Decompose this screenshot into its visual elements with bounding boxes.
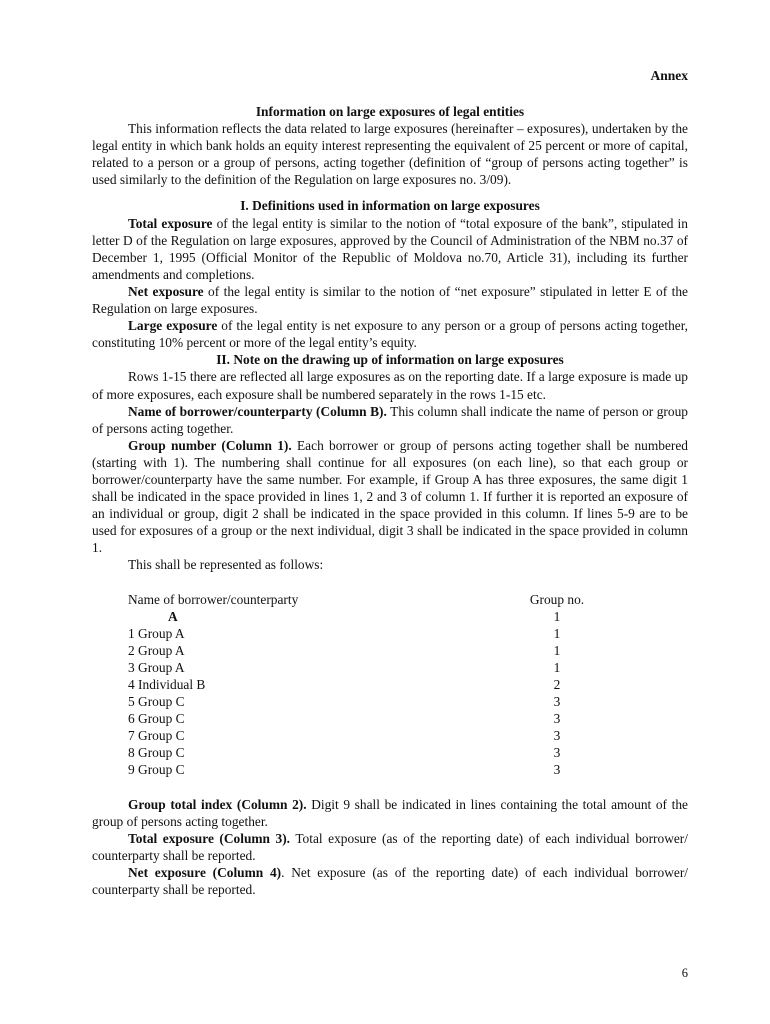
borrower-name-cell: 1 Group A: [128, 625, 185, 641]
column-code: 1: [553, 608, 561, 624]
definition-text: of the legal entity is net exposure to any person or a group of persons acting together, constituting 10% percent or more of the legal entity’s equity.: [92, 318, 688, 351]
column-b-paragraph: [92, 403, 688, 437]
column-4-paragraph: [92, 864, 688, 898]
annex-label: Annex: [650, 68, 688, 83]
term: Name of borrower/counterparty (Column B).: [128, 403, 387, 419]
term: Group number (Column 1).: [128, 437, 292, 453]
column-3-paragraph: [92, 830, 688, 864]
definition-text: This column shall indicate the name of person or group of persons acting together.: [92, 403, 688, 436]
term: Large exposure: [128, 318, 218, 334]
term: Total exposure: [128, 215, 213, 231]
definition-text: . Net exposure (as of the reporting date) of each individual borrower/ counterparty shall be reported.: [92, 864, 688, 898]
table-row: [128, 693, 592, 710]
table-row: [128, 761, 592, 778]
rows-paragraph: Rows 1-15 there are reflected all large exposures as on the reporting date. If a large exposure is made up of more exposures, each exposure shall be numbered separately in the rows 1-15 etc.: [92, 369, 688, 402]
page-number: 6: [681, 966, 688, 980]
group-number-cell: 1: [553, 642, 561, 658]
group-number-cell: 3: [553, 711, 561, 727]
large-exposure-definition: [92, 317, 688, 351]
table-row: [128, 659, 592, 676]
intro-paragraph: This information reflects the data related to large exposures (hereinafter – exposures), undertaken by the legal entity in which bank holds an equity interest representing the equivalent of 25 percent or more of capital, related to a person or a group of persons, acting together (definition of “group of persons acting together” is used similarly to the definition of the Regulation on large exposures no. 3/09).: [92, 121, 688, 188]
borrower-name-cell: 3 Group A: [128, 659, 185, 675]
term: Total exposure (Column 3).: [128, 830, 291, 846]
total-exposure-definition: [92, 215, 688, 283]
group-number-cell: 3: [553, 762, 561, 778]
borrower-name-cell: 6 Group C: [128, 711, 185, 727]
table-row: [128, 710, 592, 727]
table-row: [128, 727, 592, 744]
borrower-name-cell: 8 Group C: [128, 745, 185, 761]
table-row: [128, 744, 592, 761]
column-header: Group no.: [529, 591, 585, 607]
group-number-cell: 2: [553, 677, 561, 692]
column-header: Name of borrower/counterparty: [128, 591, 299, 607]
table-row: [128, 625, 592, 642]
definition-text: Each borrower or group of persons acting together shall be numbered (starting with 1). The numbering shall continue for all exposures (on each line), so that each group or borrower/counterparty have the same number. For example, if Group A has three exposures, the same digit 1 shall be indicated in the space provided in lines 1, 2 and 3 of column 1. If further it is reported an exposure of an individual or group, digit 2 shall be indicated in the space provided in this column. If lines 5-9 are to be used for exposures of a group or the next individual, digit 3 shall be indicated in the space provided in column 1.: [92, 437, 688, 556]
borrower-name-cell: 5 Group C: [128, 694, 185, 710]
group-number-cell: 3: [553, 745, 561, 761]
group-number-cell: 3: [553, 728, 561, 744]
borrower-name-cell: 7 Group C: [128, 728, 185, 744]
definition-text: of the legal entity is similar to the notion of “net exposure” stipulated in letter E of the Regulation on large exposures.: [92, 283, 688, 317]
column-2-paragraph: [92, 796, 688, 830]
document-body: [92, 103, 688, 898]
table-row: [128, 642, 592, 659]
definition-text: of the legal entity is similar to the notion of “total exposure of the bank”, stipulated in letter D of the Regulation on large exposures, approved by the Council of Administration of the NBM no.37 of December 1, 1995 (Official Monitor of the Republic of Moldova no.70, Article 31), including its further amendments and completions.: [92, 215, 688, 282]
column-1-paragraph: [92, 437, 688, 557]
borrower-name-cell: 4 Individual B: [128, 677, 206, 692]
table-subheader-row: [128, 608, 592, 625]
document-title: Information on large exposures of legal entities: [255, 104, 525, 119]
definition-text: Total exposure (as of the reporting date) of each individual borrower/ counterparty shall be reported.: [92, 830, 688, 863]
definition-text: Digit 9 shall be indicated in lines containing the total amount of the group of persons acting together.: [92, 796, 688, 829]
example-table: [128, 591, 592, 779]
table-header-row: [128, 591, 592, 608]
term: Net exposure (Column 4): [128, 864, 282, 880]
column-code: A: [168, 608, 178, 624]
spacer: [92, 574, 688, 591]
table-row: [128, 676, 592, 693]
borrower-name-cell: 2 Group A: [128, 642, 185, 658]
term: Net exposure: [128, 283, 204, 299]
term: Group total index (Column 2).: [128, 796, 307, 812]
group-number-cell: 3: [553, 694, 561, 710]
borrower-name-cell: 9 Group C: [128, 762, 185, 778]
group-number-cell: 1: [553, 625, 561, 641]
section-1-heading: I. Definitions used in information on large exposures: [240, 198, 540, 214]
spacer: [92, 779, 688, 796]
group-number-cell: 1: [553, 659, 561, 675]
section-2-heading: II. Note on the drawing up of information on large exposures: [216, 352, 564, 368]
net-exposure-definition: [92, 283, 688, 317]
represented-paragraph: This shall be represented as follows:: [128, 557, 324, 573]
